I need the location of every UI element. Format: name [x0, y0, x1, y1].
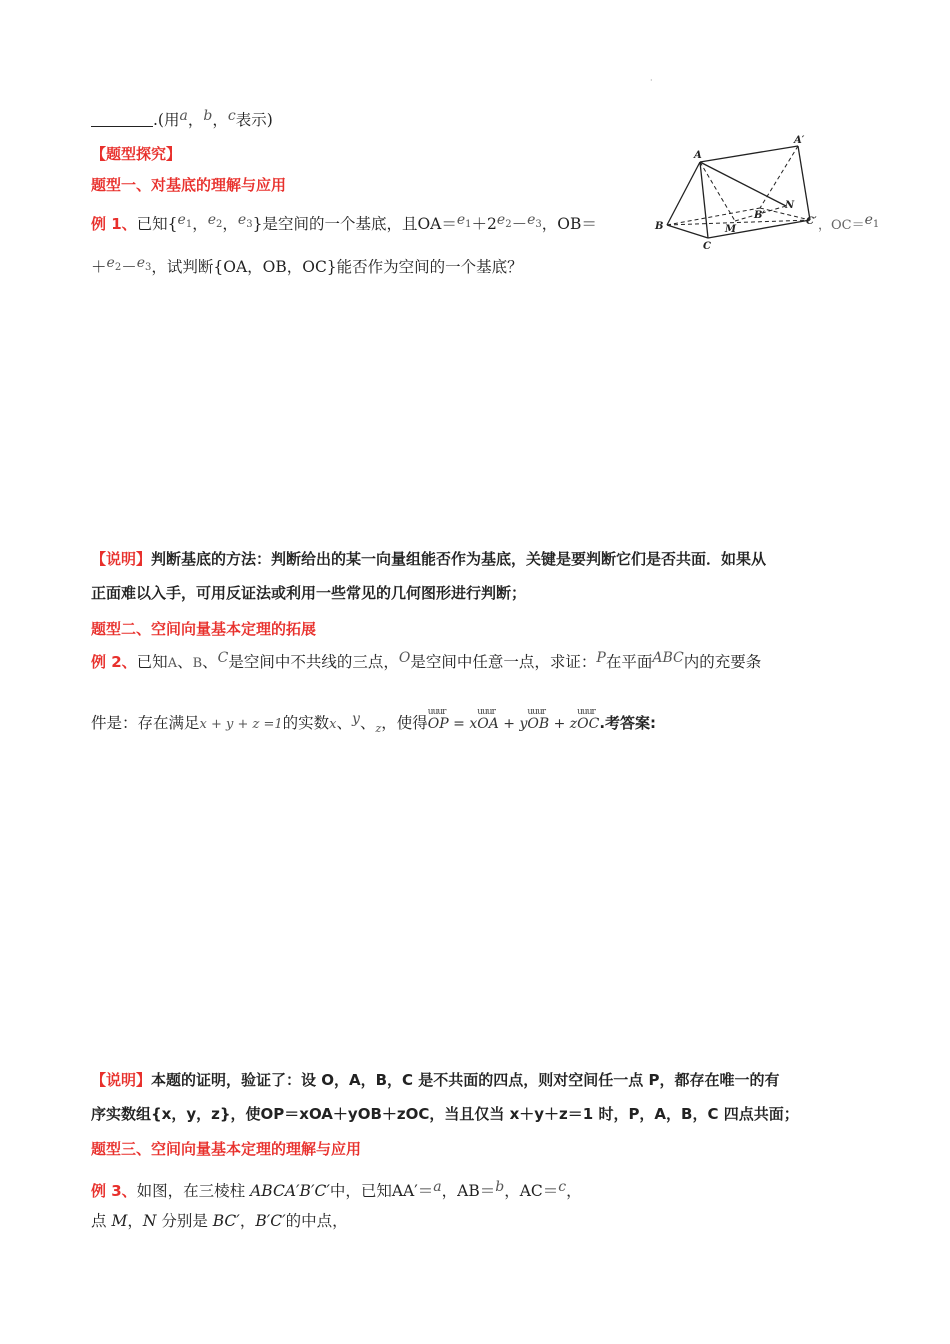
text: ＋ [91, 258, 107, 276]
page-dot: · [650, 76, 653, 85]
text: 点 [91, 1212, 112, 1230]
text: ， [192, 215, 208, 233]
type1-title: 题型一、对基底的理解与应用 [91, 176, 287, 194]
e3: e [237, 212, 247, 228]
sub: 2 [114, 262, 122, 273]
sub: 1 [465, 219, 472, 230]
var-O: O [398, 650, 411, 666]
var-z: z [375, 722, 382, 735]
var-M: M [111, 1212, 128, 1230]
var-C: C [217, 650, 229, 666]
edge-AN [700, 162, 786, 206]
text: ，OB＝ [541, 215, 597, 233]
text: ， [187, 111, 204, 129]
label-N: N [785, 200, 795, 211]
ex2-label: 例 2、 [91, 653, 137, 671]
text: 的实数 [282, 714, 330, 732]
sub: 1 [872, 219, 880, 230]
text: + z [549, 716, 578, 732]
ex1-label: 例 1、 [91, 215, 137, 233]
text: 的中点， [285, 1212, 348, 1230]
label-A: A [694, 150, 702, 161]
vec-OP: OP [427, 716, 449, 732]
text: .(用 [153, 111, 180, 129]
text: ， [566, 1182, 582, 1200]
ex1-line2 [91, 256, 523, 284]
sub: 2 [216, 219, 223, 230]
text: 件是：存在满足 [91, 714, 200, 732]
text: 、 [202, 653, 218, 671]
text: 分别是 [156, 1212, 213, 1230]
vec-OB: OB [527, 716, 550, 732]
label-B: B [655, 221, 664, 232]
sub: 3 [145, 262, 152, 273]
text: 、 [336, 714, 353, 732]
e1: e [177, 212, 186, 228]
text: － [121, 258, 137, 276]
ex1-line1 [91, 213, 597, 241]
text: ，AC＝ [504, 1182, 559, 1200]
text: 表示) [235, 111, 273, 129]
ex2-line2 [91, 707, 657, 736]
edge-AC [700, 162, 708, 238]
sub: 3 [535, 219, 542, 230]
vec-arrow: uuur [527, 707, 546, 717]
var-c: c [558, 1179, 567, 1195]
ex1-line1-tail [818, 213, 879, 241]
vec-OC: OC [577, 716, 600, 732]
e2: e [496, 212, 506, 228]
text: ，AB＝ [441, 1182, 496, 1200]
var-N: N [142, 1212, 157, 1230]
equation: x + y + z =1 [199, 717, 283, 732]
edge-A'B' [760, 146, 798, 208]
text: 、 [359, 714, 376, 732]
label-C': C′ [806, 216, 817, 227]
text: 中，已知AA′＝ [329, 1182, 434, 1200]
text: ， [127, 1212, 143, 1230]
text: 在平面 [605, 653, 653, 671]
text: 已知 [136, 653, 168, 671]
answer-line [91, 109, 273, 132]
sub: 1 [185, 219, 193, 230]
text: 判断基底的方法：判断给出的某一向量组能否作为基底，关键是要判断它们是否共面．如果从 [151, 550, 767, 568]
var-c: c [227, 108, 236, 124]
ex2-line1 [91, 651, 761, 675]
var-ABC: ABC [652, 650, 684, 666]
text: 内的充要条 [683, 653, 762, 671]
type2-title: 题型二、空间向量基本定理的拓展 [91, 620, 317, 638]
text: 本题的证明，验证了：设 O，A，B，C 是不共面的四点，则对空间任一点 P，都存在唯一的有 [151, 1071, 780, 1089]
text: 、 [177, 653, 193, 671]
var-b: b [495, 1179, 505, 1195]
text: 是空间中任意一点，求证： [410, 653, 597, 671]
note1-label: 【说明】 [91, 550, 152, 568]
label-B': B′ [754, 210, 766, 221]
e2: e [106, 255, 115, 271]
e3: e [527, 212, 536, 228]
prism-name: ABCA′B′C′ [250, 1182, 330, 1200]
e2: e [207, 212, 217, 228]
text: + y [498, 716, 528, 732]
text: ，OC＝ [818, 218, 865, 233]
note2-line1 [91, 1069, 779, 1091]
text: 是空间中不共线的三点， [228, 653, 399, 671]
seg-BC': BC′ [212, 1212, 240, 1230]
e1: e [864, 212, 873, 228]
edge-AA' [700, 146, 798, 162]
edge-AB [667, 162, 700, 225]
sub: 3 [246, 219, 253, 230]
prism-figure [650, 130, 825, 255]
edge-BC [667, 225, 708, 238]
sub: 2 [505, 219, 512, 230]
label-C: C [703, 241, 711, 252]
text: 已知{ [136, 215, 178, 233]
var-b: b [203, 108, 213, 124]
note2-line2: 序实数组{x，y，z}，使OP＝xOA＋yOB＋zOC，当且仅当 x＋y＋z＝1 时，P，A，B，C 四点共面； [91, 1105, 799, 1123]
ex3-line1 [91, 1180, 582, 1203]
label-A': A′ [794, 135, 805, 146]
note1-line1 [91, 548, 766, 570]
var-a: a [433, 1179, 442, 1195]
note2-label: 【说明】 [91, 1071, 152, 1089]
text: = x [448, 716, 478, 732]
var-x: x [329, 717, 337, 732]
var-y: y [352, 711, 360, 727]
ex3-line2 [91, 1210, 348, 1232]
text: ， [212, 111, 228, 129]
type3-title: 题型三、空间向量基本定理的理解与应用 [91, 1140, 362, 1158]
var-A: A [167, 656, 178, 671]
text: ＋2 [471, 215, 497, 233]
text: ，试判断{OA，OB，OC}能否作为空间的一个基底？ [151, 258, 523, 276]
e1: e [456, 212, 466, 228]
e3: e [136, 255, 145, 271]
edge-A'C' [798, 146, 810, 220]
heading-explore: 【题型探究】 [91, 145, 182, 163]
vec-arrow: uuur [577, 707, 595, 717]
label-M: M [725, 224, 737, 235]
text: }是空间的一个基底，且OA＝ [252, 215, 457, 233]
vec-arrow: uuur [427, 707, 446, 717]
answer-label: .考答案: [599, 714, 657, 732]
answer-blank [91, 112, 153, 127]
text: ， [239, 1212, 256, 1230]
text: － [511, 215, 528, 233]
var-a: a [179, 108, 188, 124]
text: ，使得 [381, 714, 428, 732]
note1-line2: 正面难以入手，可用反证法或利用一些常见的几何图形进行判断； [91, 584, 527, 602]
vec-arrow: uuur [477, 707, 495, 717]
var-B: B [192, 656, 203, 671]
text: ， [222, 215, 238, 233]
seg-B'C': B′C′ [255, 1212, 286, 1230]
ex3-label: 例 3、 [91, 1182, 137, 1200]
text: 如图，在三棱柱 [136, 1182, 251, 1200]
vec-OA: OA [477, 716, 499, 732]
var-P: P [596, 650, 606, 666]
